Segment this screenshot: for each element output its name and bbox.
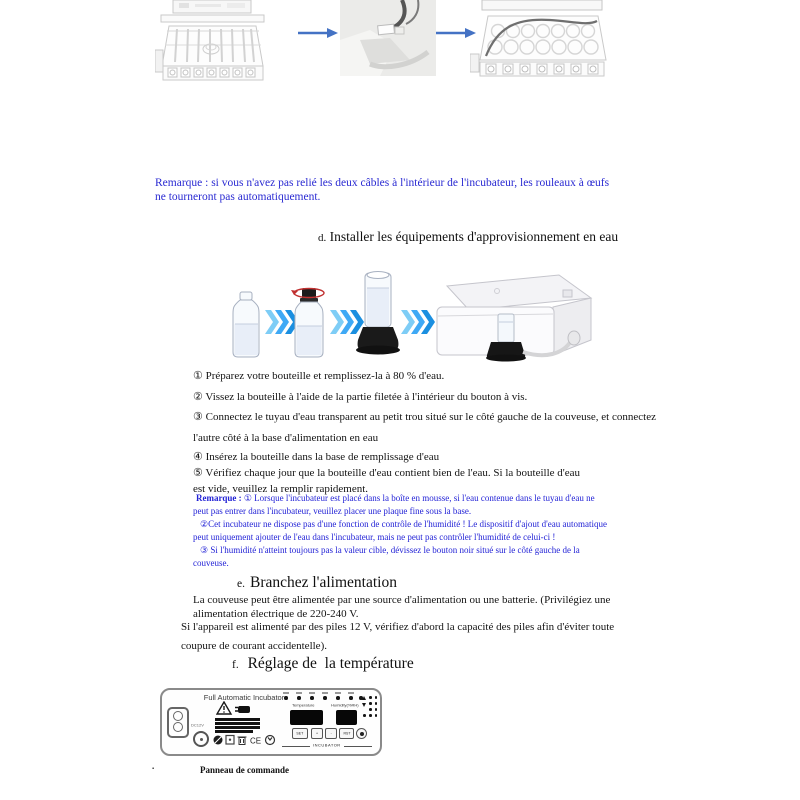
step-3: ③ Connectez le tuyau d'eau transparent au petit trou situé sur le côté gauche de la couveuse, et connectez xyxy=(193,411,656,423)
figure-egg-tray-cable xyxy=(470,0,613,80)
grid-dot xyxy=(369,702,372,705)
heading-e-title: Branchez l'alimentation xyxy=(249,574,397,591)
socket-hole xyxy=(173,711,183,721)
caption-mark: . xyxy=(152,761,155,771)
footer-line-left xyxy=(282,746,310,747)
led-label-mark xyxy=(283,692,289,694)
warning-and-plug-icons xyxy=(216,701,252,716)
indicator-led xyxy=(323,696,327,700)
heading-section-e xyxy=(237,574,397,592)
panel-title: Full Automatic Incubator xyxy=(203,693,285,702)
temperature-display xyxy=(290,710,323,725)
dc-jack-pin xyxy=(200,738,203,741)
grid-dot xyxy=(375,696,378,699)
note-cables-line1: Remarque : si vous n'avez pas relié les deux câbles à l'intérieur de l'incubateur, les rouleaux à œufs xyxy=(155,177,610,189)
step-2: ② Vissez la bouteille à l'aide de la partie filetée à l'intérieur du bouton à vis. xyxy=(193,391,528,403)
recycle-icon xyxy=(266,736,275,745)
water-note-line1: Remarque : ① Lorsque l'incubateur est placé dans la boîte en mousse, si l'eau contenue dans le tuyau d'eau ne xyxy=(196,493,595,503)
humidity-display xyxy=(336,710,357,725)
indicator-led xyxy=(349,696,353,700)
set-button[interactable]: SET xyxy=(292,728,308,739)
step-5-continued: est vide, veuillez la remplir rapidement. xyxy=(193,483,369,495)
step-3-continued: l'autre côté à la base d'alimentation en eau xyxy=(193,432,379,444)
indicator-led xyxy=(336,696,340,700)
water-note-label: Remarque : xyxy=(196,493,242,503)
bottle-on-water-base xyxy=(356,272,400,355)
rst-button[interactable]: RST xyxy=(339,728,354,739)
plus-button[interactable]: + xyxy=(311,728,323,739)
grid-dot xyxy=(369,714,372,717)
figure-water-supply-steps xyxy=(197,262,597,362)
heading-d-title: Installer les équipements d'approvisionnement en eau xyxy=(326,229,619,244)
grid-dot xyxy=(375,702,378,705)
heading-section-d xyxy=(318,228,632,247)
temperature-label: Temperature xyxy=(292,703,315,708)
incubator-with-bottle xyxy=(437,275,591,362)
dc-jack-icon xyxy=(193,731,209,747)
chevron-arrows-icon xyxy=(265,310,299,334)
chevron-arrows-icon xyxy=(401,310,435,334)
figure-cable-closeup xyxy=(340,0,436,76)
led-label-mark xyxy=(335,692,341,694)
bottle-with-screw-cap xyxy=(291,288,324,357)
socket-hole xyxy=(173,722,183,732)
step-5: ⑤ Vérifiez chaque jour que la bouteille d'eau contient bien de l'eau. Si la bouteille d'eau xyxy=(193,467,581,479)
footer-line-right xyxy=(344,746,372,747)
battery-paragraph: Si l'appareil est alimenté par des piles 12 V, vérifiez d'abord la capacité des piles afin d'éviter toute coupure de courant accidentelle). xyxy=(181,621,615,652)
grid-dot xyxy=(369,696,372,699)
heading-d-prefix: d. xyxy=(318,232,327,244)
bottle-plain xyxy=(233,292,259,357)
indicator-led xyxy=(310,696,314,700)
ce-mark: CE xyxy=(250,736,262,746)
water-note-line3: ②Cet incubateur ne dispose pas d'une fonction de contrôle de l'humidité ! Le dispositif d'ajout d'eau automatique xyxy=(200,519,607,529)
grid-dot xyxy=(375,708,378,711)
round-button-dot xyxy=(360,732,364,736)
up-arrow-icon xyxy=(362,696,366,700)
trash-bin-icon xyxy=(238,737,247,745)
indicator-led xyxy=(297,696,301,700)
power-round-button[interactable] xyxy=(356,728,367,739)
note-cables-line2: ne tourneront pas automatiquement. xyxy=(155,190,321,203)
heading-f-title: Réglage de la température xyxy=(243,655,414,672)
power-paragraph: La couveuse peut être alimentée par une source d'alimentation ou une batterie. (Privilégiez une alimentation électrique de 220-240 V. xyxy=(193,594,611,620)
water-note-line2: peut pas entrer dans l'incubateur, veuillez placer une plaque fine sous la base. xyxy=(193,506,472,516)
led-label-mark xyxy=(309,692,315,694)
grid-dot xyxy=(369,708,372,711)
heading-f-prefix: f. xyxy=(232,659,239,671)
led-label-mark xyxy=(296,692,302,694)
step-1: ① Préparez votre bouteille et remplissez-la à 80 % d'eau. xyxy=(193,370,445,382)
note-cables xyxy=(155,177,695,204)
down-arrow-icon xyxy=(362,703,366,707)
water-note-line6: couveuse. xyxy=(193,558,229,568)
chevron-arrows-icon xyxy=(330,310,364,334)
incubator-label: INCUBATOR xyxy=(313,742,341,747)
certification-icons xyxy=(212,734,276,747)
water-note-line5: ③ Si l'humidité n'atteint toujours pas la valeur cible, dévissez le bouton noir situé sur le côté gauche de la xyxy=(200,545,580,555)
led-label-mark xyxy=(322,692,328,694)
label-stripes xyxy=(215,718,260,734)
heading-section-f xyxy=(232,655,414,673)
dc12v-label: DC12V xyxy=(191,723,204,728)
indicator-led xyxy=(284,696,288,700)
control-panel-figure xyxy=(160,688,382,756)
humidity-label: Humidity(%RH) xyxy=(331,703,359,708)
step-4: ④ Insérez la bouteille dans la base de remplissage d'eau xyxy=(193,451,440,463)
heading-e-prefix: e. xyxy=(237,578,245,590)
figure-incubator-base-rollers xyxy=(155,0,271,88)
grid-dot xyxy=(363,714,366,717)
power-socket-icon xyxy=(167,707,189,738)
arrow-right-icon xyxy=(298,28,338,38)
minus-button[interactable]: - xyxy=(325,728,337,739)
water-note-line4: peut uniquement ajouter de l'eau dans l'incubateur, mais ne peut pas contrôler l'humidité de celui-ci ! xyxy=(193,532,556,542)
led-label-mark xyxy=(348,692,354,694)
grid-dot xyxy=(375,714,378,717)
panel-caption: Panneau de commande xyxy=(200,765,290,775)
